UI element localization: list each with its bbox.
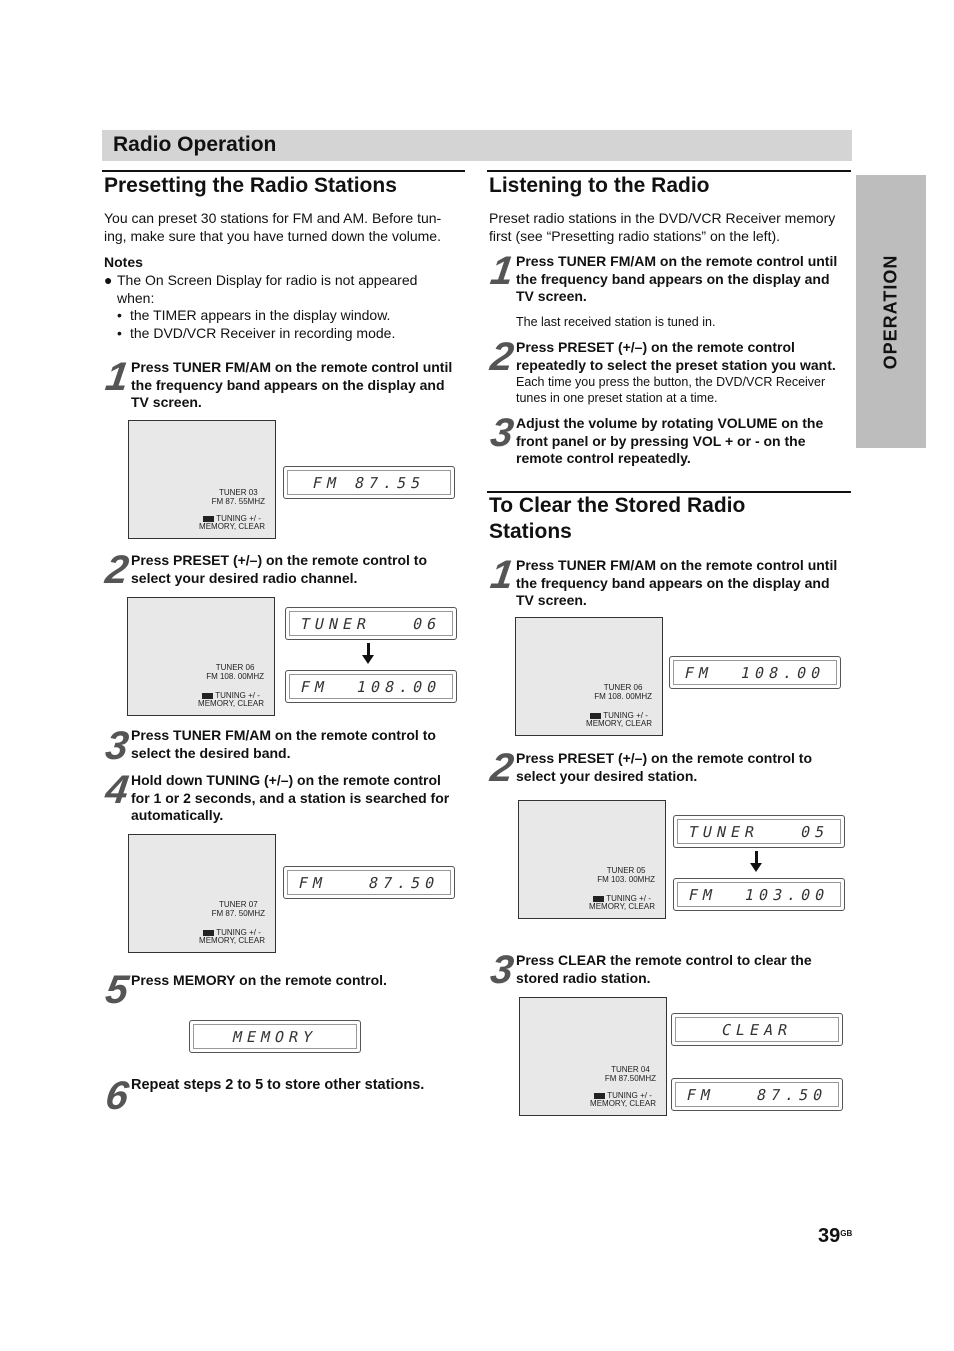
step-text: Press MEMORY on the remote control.	[131, 972, 387, 988]
tv-screen: TUNER 04 FM 87.50MHZ TUNING +/ - MEMORY, CLEAR	[519, 997, 667, 1116]
step-number: 1	[487, 249, 517, 293]
step-note: Each time you press the button, the DVD/VCR Receiver tunes in one preset station at a time.	[516, 375, 826, 405]
sub-bullet: •	[117, 325, 122, 341]
right-title-rule	[487, 170, 851, 172]
step-text: Adjust the volume by rotating VOLUME on the front panel or by pressing VOL + or - on the remote control repeatedly.	[516, 415, 824, 466]
section-banner	[102, 130, 852, 161]
tv-screen: TUNER 03 FM 87. 55MHZ TUNING +/ - MEMORY, CLEAR	[128, 420, 276, 539]
step-text: Repeat steps 2 to 5 to store other stations.	[131, 1077, 425, 1093]
step-number: 2	[102, 548, 132, 592]
step-number: 2	[487, 746, 517, 790]
step-note: The last received station is tuned in.	[516, 315, 716, 329]
notes-heading: Notes	[104, 254, 143, 270]
step-number: 2	[487, 335, 517, 379]
step-number: 3	[487, 411, 517, 455]
step-text: Press PRESET (+/–) on the remote control to select your desired station.	[516, 750, 813, 784]
left-intro-line1: You can preset 30 stations for FM and AM. Before tun-	[104, 210, 442, 226]
left-title-rule	[102, 170, 465, 172]
step-number: 1	[102, 355, 132, 399]
right-intro-line1: Preset radio stations in the DVD/VCR Receiver memory	[489, 210, 836, 226]
left-section-title: Presetting the Radio Stations	[104, 174, 397, 197]
right-section-title: Listening to the Radio	[489, 174, 710, 197]
lcd-display: FM 108.00	[285, 670, 457, 703]
tv-screen: TUNER 07 FM 87. 50MHZ TUNING +/ - MEMORY, CLEAR	[128, 834, 276, 953]
step-text: Press TUNER FM/AM on the remote control until the frequency band appears on the display and TV screen.	[131, 359, 453, 410]
step-text: Press TUNER FM/AM on the remote control until the frequency band appears on the display and TV screen.	[516, 557, 838, 608]
lcd-display: FM 87.50	[283, 866, 455, 899]
lcd-display: TUNER 06	[285, 607, 457, 640]
note-sub1: the TIMER appears in the display window.	[130, 307, 391, 323]
banner-title: Radio Operation	[113, 133, 277, 156]
sub-bullet: •	[117, 307, 122, 323]
step-number: 3	[102, 724, 132, 768]
lcd-display: CLEAR	[671, 1013, 843, 1046]
note-sub2: the DVD/VCR Receiver in recording mode.	[130, 325, 396, 341]
lcd-display: FM 87.55	[283, 466, 455, 499]
step-text: Press PRESET (+/–) on the remote control repeatedly to select the preset station you want.	[516, 339, 836, 373]
step-text: Press CLEAR the remote control to clear the stored radio station.	[516, 952, 812, 986]
note1-line1: The On Screen Display for radio is not appeared	[117, 272, 418, 288]
down-arrow-icon	[755, 851, 758, 864]
step-text: Press TUNER FM/AM on the remote control until the frequency band appears on the display and TV screen.	[516, 253, 838, 304]
tv-screen: TUNER 05 FM 103. 00MHZ TUNING +/ - MEMORY, CLEAR	[518, 800, 666, 919]
left-intro-line2: ing, make sure that you have turned down the volume.	[104, 228, 441, 244]
clear-section-title: To Clear the Stored Radio Stations	[489, 494, 746, 543]
step-number: 5	[102, 968, 132, 1012]
side-tab	[856, 175, 926, 448]
tv-screen: TUNER 06 FM 108. 00MHZ TUNING +/ - MEMORY, CLEAR	[515, 617, 663, 736]
step-number: 4	[102, 768, 132, 812]
step-text: Press PRESET (+/–) on the remote control to select your desired radio channel.	[131, 552, 428, 586]
tv-screen: TUNER 06 FM 108. 00MHZ TUNING +/ - MEMORY, CLEAR	[127, 597, 275, 716]
step-text: Hold down TUNING (+/–) on the remote control for 1 or 2 seconds, and a station is searched for automatically.	[131, 772, 450, 823]
down-arrow-icon	[367, 643, 370, 656]
page-number: $39^{GB}$	[818, 1225, 853, 1247]
lcd-display: TUNER 05	[673, 815, 845, 848]
lcd-display: FM 87.50	[671, 1078, 843, 1111]
step-number: 1	[487, 553, 517, 597]
side-tab-label: OPERATION	[880, 254, 901, 369]
note1-line2: when:	[117, 290, 155, 306]
step-text: Press TUNER FM/AM on the remote control to select the desired band.	[131, 727, 436, 761]
lcd-display: FM 108.00	[669, 656, 841, 689]
step-number: 3	[487, 948, 517, 992]
right-intro-line2: first (see “Presetting radio stations” on the left).	[489, 228, 781, 244]
step-number: 6	[102, 1074, 132, 1118]
lcd-display: FM 103.00	[673, 878, 845, 911]
note-bullet: ●	[104, 272, 113, 288]
lcd-display: MEMORY	[189, 1020, 361, 1053]
